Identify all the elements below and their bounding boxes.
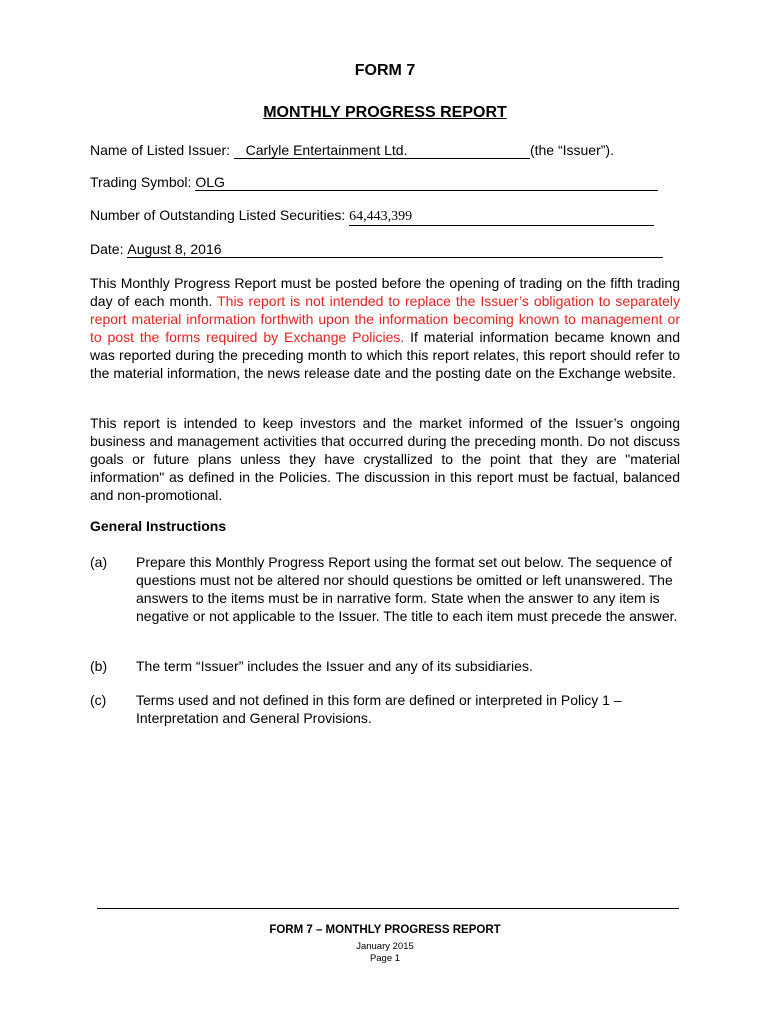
instruction-c-text: Terms used and not defined in this form are defined or interpreted in Policy 1 – Interpretation and General Provisions. <box>136 692 622 726</box>
obligation-warning-text: This report is not intended to replace the Issuer’s obligation to separately report material information forthwith upon the information becoming known to management or to post the forms required by Exchange Policies. <box>90 293 681 345</box>
instruction-a-letter: (a) <box>90 554 108 570</box>
symbol-label: Trading Symbol: <box>90 174 192 190</box>
issuer-value-field <box>234 142 530 159</box>
issuer-line <box>90 141 614 159</box>
date-label: Date: <box>90 241 124 257</box>
form-title: FORM 7 <box>354 62 416 79</box>
issuer-suffix: (the “Issuer”). <box>529 142 614 158</box>
securities-value: 64,443,399 <box>349 209 413 224</box>
instruction-b-letter: (b) <box>90 658 108 674</box>
purpose-paragraph: This report is intended to keep investors and the market informed of the Issuer’s ongoing business and management activities that occurred during the preceding month. Do not discuss goals or future plans unless they have crystallized to the point that they are "material information" as defined in the Policies. The discussion in this report must be factual, balanced and non-promotional. <box>90 415 680 503</box>
issuer-label: Name of Listed Issuer: <box>90 142 231 158</box>
instruction-b-text: The term “Issuer” includes the Issuer and any of its subsidiaries. <box>136 658 533 674</box>
footer-date: January 2015 <box>356 941 414 952</box>
symbol-value: OLG <box>195 174 225 190</box>
instruction-a-text: Prepare this Monthly Progress Report using the format set out below. The sequence of questions must not be altered nor should questions be omitted or left unanswered. The answers to the items must be in narrative form. State when the answer to any item is negative or not applicable to the Issuer. The title to each item must precede the answer. <box>136 554 678 624</box>
report-title: MONTHLY PROGRESS REPORT <box>263 104 507 121</box>
instruction-c-letter: (c) <box>90 692 107 708</box>
footer-title: FORM 7 – MONTHLY PROGRESS REPORT <box>269 924 501 936</box>
date-value-field <box>127 241 663 258</box>
posting-text-2: If material information became known and was reported during the preceding month to which this report relates, this report should refer to the material information, the news release date and the posting date on the Exchange website. <box>90 329 680 381</box>
symbol-line <box>90 173 658 191</box>
general-instructions-heading: General Instructions <box>90 518 227 534</box>
footer-page-number: Page 1 <box>369 953 401 964</box>
securities-line <box>90 206 654 226</box>
footer-divider <box>97 908 679 909</box>
securities-value-field <box>349 207 654 226</box>
issuer-value: Carlyle Entertainment Ltd. <box>245 142 408 158</box>
securities-label: Number of Outstanding Listed Securities: <box>90 207 346 223</box>
posting-text-1: This Monthly Progress Report must be posted before the opening of trading on the fifth trading day of each month. <box>90 275 680 309</box>
posting-paragraph <box>90 274 680 382</box>
date-line <box>90 240 663 258</box>
symbol-value-field <box>195 174 658 191</box>
date-value: August 8, 2016 <box>127 241 222 257</box>
